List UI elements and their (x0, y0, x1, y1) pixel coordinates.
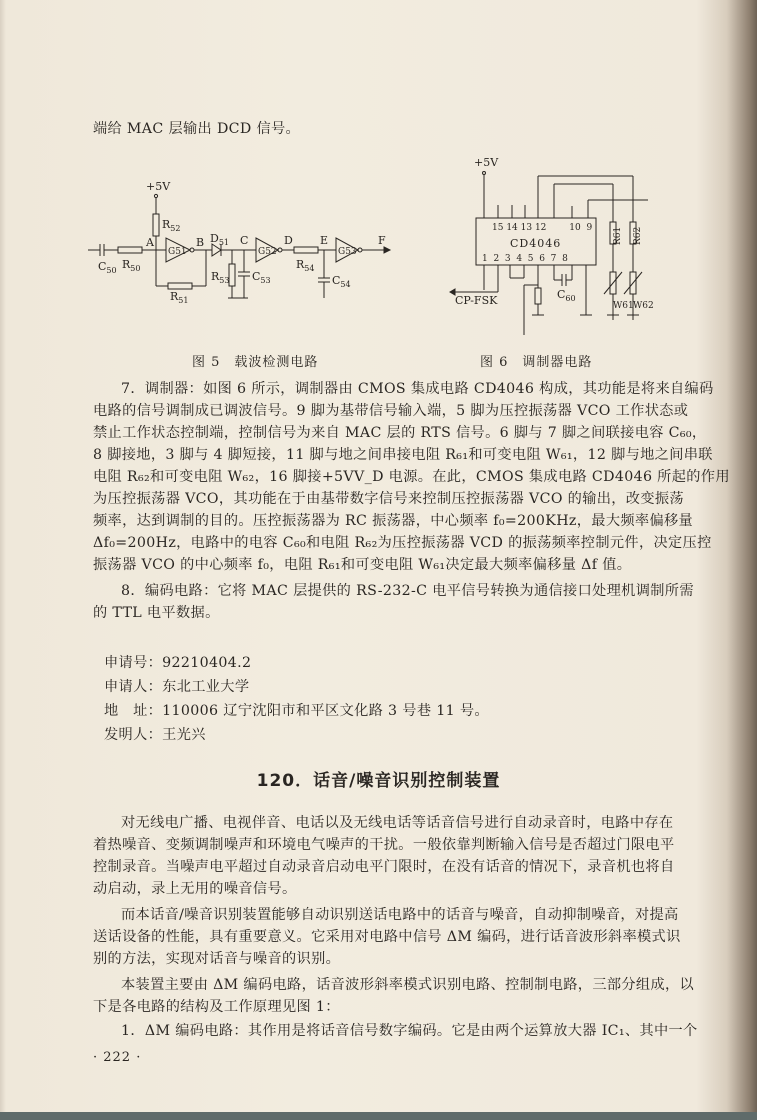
text-line: 8 脚接地，3 脚与 4 脚短接，11 脚与地之间串接电阻 R₆₁和可变电阻 W₆₁，12 脚与地之间串联 (93, 447, 713, 463)
svg-text:15 14 13 12 10 9: 15 14 13 12 10 9 (492, 223, 593, 233)
svg-text:R51: $R_{51}$ (170, 290, 189, 305)
svg-text:C54: $C_{54}$ (332, 274, 351, 289)
svg-text:R50: $R_{50}$ (122, 258, 141, 273)
text-line: 为压控振荡器 VCO，其功能在于由基带数字信号来控制压控振荡器 VCO 的输出，改变振荡 (93, 491, 684, 507)
svg-text:C50: $C_{50}$ (98, 260, 117, 275)
text-line: 下是各电路的结构及工作原理见图 1： (93, 999, 340, 1015)
svg-text:CP-FSK: CP-FSK (455, 294, 498, 307)
figure-5-carrier-detect-circuit (88, 180, 413, 305)
text-line: 动启动，录上无用的噪音信号。 (93, 881, 297, 897)
text-line: 送话设备的性能，具有重要意义。它采用对电路中信号 ΔM 编码，进行话音波形斜率模式识 (93, 929, 681, 945)
svg-text:C60: $C_{60}$ (557, 288, 576, 303)
application-number: 申请号：92210404.2 (104, 655, 252, 671)
text-line: 的 TTL 电平数据。 (93, 605, 220, 621)
svg-text:CD4046: CD4046 (510, 237, 562, 250)
applicant: 申请人：东北工业大学 (104, 679, 250, 695)
text-line: 7．调制器：如图 6 所示，调制器由 CMOS 集成电路 CD4046 构成，其功能是将来自编码 (121, 381, 714, 397)
svg-text:R62: R62 (633, 226, 643, 245)
text-line: 8．编码电路：它将 MAC 层提供的 RS-232-C 电平信号转换为通信接口处理机调制所需 (121, 583, 694, 599)
svg-text:B: B (196, 236, 205, 249)
text-line: 电阻 R₆₂和可变电阻 W₆₂，16 脚接+5VV_D 电源。在此，CMOS 集成电路 CD4046 所起的作用 (93, 469, 730, 485)
svg-text:C53: $C_{53}$ (252, 270, 271, 285)
page-number: · 222 · (93, 1050, 142, 1065)
top-line: 端给 MAC 层输出 DCD 信号。 (93, 121, 301, 137)
figure-5-caption: 图 5 载波检测电路 (192, 355, 319, 370)
text-line: 频率，达到调制的目的。压控振荡器为 RC 振荡器，中心频率 f₀=200KHz，最大频率偏移量 (93, 513, 694, 529)
text-line: 1．ΔM 编码电路：其作用是将话音信号数字编码。它是由两个运算放大器 IC₁、其中一个 (121, 1023, 698, 1039)
svg-text:+5V: +5V (474, 156, 499, 169)
svg-text:R52: $R_{52}$ (162, 218, 181, 233)
text-line: 禁止工作状态控制端，控制信号为来自 MAC 层的 RTS 信号。6 脚与 7 脚之间联接电容 C₆₀， (93, 425, 707, 441)
text-line: 对无线电广播、电视伴音、电话以及无线电话等话音信号进行自动录音时，电路中存在 (121, 815, 674, 831)
svg-text:F: F (378, 234, 386, 247)
svg-text:G53: G53 (338, 247, 357, 257)
svg-text:E: E (320, 234, 329, 247)
section-title: 120．话音/噪音识别控制装置 (256, 771, 501, 791)
figure-6-caption: 图 6 调制器电路 (480, 355, 593, 370)
svg-text:A: A (146, 236, 154, 249)
text-line: Δf₀=200Hz，电路中的电容 C₆₀和电阻 R₆₂为压控振荡器 VCD 的振荡频率控制元件，决定压控 (93, 535, 712, 551)
svg-text:+5V: +5V (146, 180, 171, 193)
svg-text:R53: $R_{53}$ (211, 270, 230, 285)
text-line: 而本话音/噪音识别装置能够自动识别送话电路中的话音与噪音，自动抑制噪音，对提高 (121, 907, 679, 923)
svg-text:G51: G51 (168, 247, 187, 257)
svg-text:R54: $R_{54}$ (296, 258, 315, 273)
svg-text:1 2 3 4 5 6 7 8: 1 2 3 4 5 6 7 8 (482, 254, 568, 264)
svg-text:W61: W61 (613, 301, 634, 311)
text-line: 振荡器 VCO 的中心频率 f₀，电阻 R₆₁和可变电阻 W₆₁决定最大频率偏移量 Δf 值。 (93, 557, 632, 573)
svg-text:W62: W62 (633, 301, 654, 311)
address: 地 址：110006 辽宁沈阳市和平区文化路 3 号巷 11 号。 (104, 703, 489, 719)
scan-bottom-edge (0, 1112, 757, 1120)
svg-text:D51: $D_{51}$ (210, 232, 230, 247)
text-line: 本装置主要由 ΔM 编码电路，话音波形斜率模式识别电路、控制制电路，三部分组成，以 (121, 977, 695, 993)
inventor: 发明人：王光兴 (104, 727, 206, 743)
svg-text:R61: R61 (613, 226, 623, 245)
text-line: 着热噪音、变频调制噪声和环境电气噪声的干扰。一般依靠判断输入信号是否超过门限电平 (93, 837, 675, 853)
svg-text:G52: G52 (258, 247, 277, 257)
svg-text:D: D (284, 234, 293, 247)
text-line: 控制录音。当噪声电平超过自动录音启动电平门限时，在没有话音的情况下，录音机也将自 (93, 859, 675, 875)
text-line: 别的方法，实现对话音与噪音的识别。 (93, 951, 341, 967)
svg-text:C: C (240, 234, 249, 247)
text-line: 电路的信号调制成已调波信号。9 脚为基带信号输入端，5 脚为压控振荡器 VCO 工作状态或 (93, 403, 689, 419)
figure-6-modulator-circuit (430, 150, 730, 350)
